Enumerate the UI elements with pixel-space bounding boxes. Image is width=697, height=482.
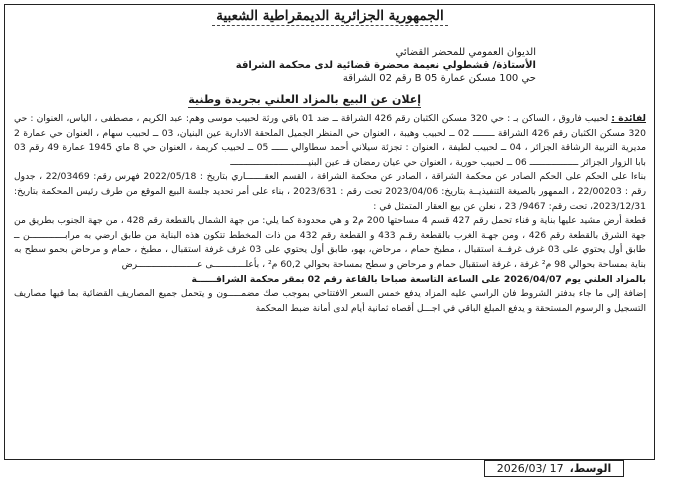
paragraph-auction-date [14,273,646,288]
paragraph-lead: لفائدة : [611,113,647,124]
paragraph-parties [14,112,646,170]
publication-date: 2026/03/ 17 [496,462,564,475]
office-line-2: الأستاذة/ قشطولي نعيمة محضرة قضائية لدى محكمة الشراقة [235,60,536,71]
paragraph-conditions [14,287,646,316]
paragraph-text: بناءا على الحكم على الحكم الصادر عن محكمة الشراقة ، الصادر عن محكمة الشراقة ، القسم العقـــــــاري بتاريخ : 2022/05/18 فهرس رقم: 22/03469 ، جدول رقم : 22/00203 ، الممهور بالصيغة التنفيذيــة بتاريخ: 2023/04/06 تحت رقم : 2023/631 ، بناء على أمر تحديد جلسة البيع الموقع من طرف رئيس المحكمة بتاريخ: 2023/12/31، تحت رقم: 9467/ 23 ، نعلن عن بيع العقار المتمثل في : [14,171,647,212]
paragraph-property [14,214,646,272]
paragraph-text: قطعة أرض مشيد عليها بناية و فناء تحمل رقم 427 قسم 4 مساحتها 200 م2 و هي محدودة كما يلي: من جهة الشمال بالقطعة رقم 428 ، من جهة الجنوب بطريق من جهة الشرق بالقطعة رقم 426 ، ومن جهـة الغرب بالقطعة رقـم 433 و القطعة رقم 432 من ذات المخطط تتكون هذه البناية من طابق ارضي به مرابـــــــــــــن ــ طابق أول يحتوي على 03 غرف غرفــة استقبال ، مطبخ حمام ، مرحاض، بهو، طابق أول يحتوي على 03 غرف غرفة استقبال ، مطبخ ، حمام و مرحاض بحمو سطح به بناية بمساحة بحوالي 98 م² غرفة ، غرفة استقبال حمام و مرحاض و سطح بمساحة بحوالي 60,2 م² ، بأعلــــــــــــى عــــــــــــــــــــــرض [14,215,646,270]
office-line-3: حي 100 مسكن عمارة 05 B رقم 02 الشراقة [342,73,536,84]
paragraph-text: لحبيب فاروق ، الساكن بـ : حي 320 مسكن الكثبان رقم 426 الشراقة ــ ضد 01 باقي ورثة لحبيب موسى وهم: عبد الكريم ، مصطفى ، الياس، العنوان : حي 320 مسكن الكثبان رقم 426 الشراقة ــــــــ 02 ــ لحبيب وهيبة ، العنوان حي المنظر الجميل الملحقة الادارية عين البنيان، 03 ــ لحبيب سهام ، العنوان حي عمارة 2 مديرية التربية الرشاقة الجزائر ، 04 ــ لحبيب لطيفة ، العنوان : تجزئة سيلاني أحمد سطاوالي ــــــ 05 ــ لحبيب كريمة ، العنوان حي 8 ماي 1945 عمارة 49 رقم 03 بابا الزوار الجزائر ــــــــــــــــــ 06 ــ لحبيب حورية ، العنوان حي عيان رمضان فـ عين البنيـــــــــــــــــــــــــــــ [14,113,647,168]
paragraph-text: بالمزاد العلني يوم 2026/04/07 على الساعة التاسعة صباحا بالقاعة رقم 02 بمقر محكمة الشراقــــــة [191,273,646,285]
announcement-heading: إعلان عن البيع بالمزاد العلني بجريدة وطنية [188,93,421,106]
notice-page [14,8,646,316]
title-text: الجمهورية الجزائرية الديمقراطية الشعبية [212,8,448,26]
newspaper-date-stamp [484,460,624,477]
newspaper-name: الوسط، [569,462,612,475]
paragraph-text: إضافة إلى ما جاء بدفتر الشروط فان الراسي عليه المزاد يدفع خمس السعر الافتتاحي بموجب صك مضمـــــون و يتحمل جميع المصاريف القضائية بما فيها مصاريف التسجيل و الرسوم المستحقة و يدفع المبلغ الباقي في اجـــل أقصاه ثمانية أيام لدى أمانة ضبط المحكمة [14,288,646,314]
paragraph-judgment [14,170,646,214]
document-title [14,8,646,24]
office-line-1: الديوان العمومي للمحضر القضائي [395,47,536,58]
notice-body [14,112,646,316]
